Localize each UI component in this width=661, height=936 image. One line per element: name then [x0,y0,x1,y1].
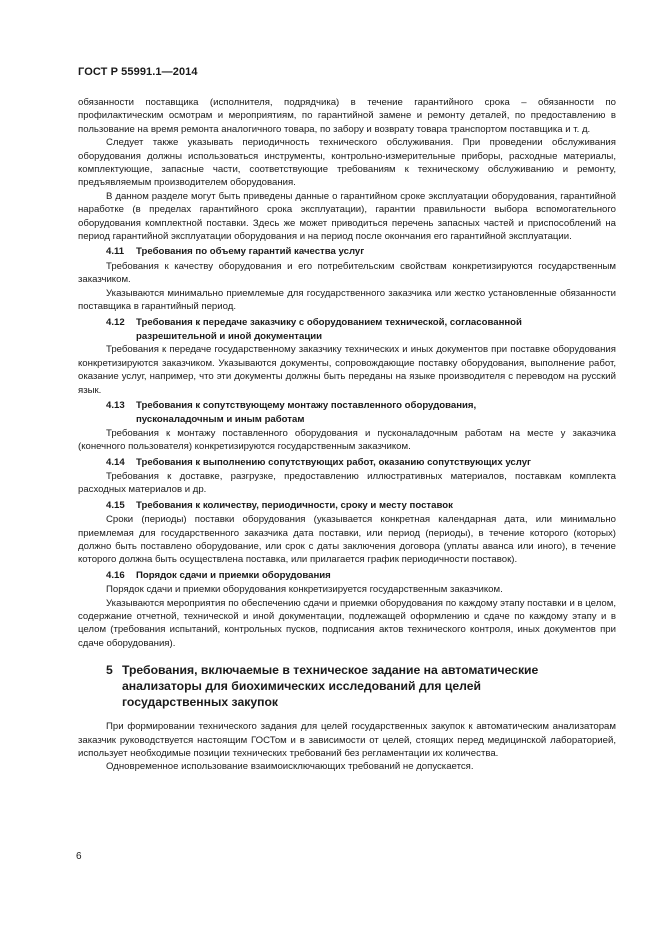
heading-text: Требования к выполнению сопутствующих работ, оказанию сопутствующих услуг [136,456,532,468]
paragraph: Требования к монтажу поставленного оборудования и пусконаладочным работам на месте у заказчика (конечного пользователя) конкретизируются государственным заказчиком. [78,427,616,453]
paragraph: Следует также указывать периодичность технического обслуживания. При проведении обслуживания оборудования должны использоваться инструменты, контрольно-измерительные приборы, расходные материалы, комплектующие, запасные части, соответствующие требованиям к техническому обслуживанию и ремонту, предъявляемым производителем оборудования. [78,137,616,189]
paragraph: Порядок сдачи и приемки оборудования конкретизируется государственным заказчиком. [106,584,503,596]
heading-text: Требования по объему гарантий качества услуг [136,246,365,258]
paragraph: В данном разделе могут быть приведены данные о гарантийном сроке эксплуатации оборудования, гарантийной наработке (в пределах гарантийного срока эксплуатации), гарантии правильности выбора вспомогательного оборудования комплектной поставки. Здесь же может приводиться перечень запасных частей и приспособлений на период гарантийной эксплуатации оборудования и на период после окончания его гарантийной эксплуатации. [78,190,616,243]
paragraph: При формировании технического задания для целей государственных закупок к автоматическим анализаторам заказчик руководствуется настоящим ГОСТом и в зависимости от целей, стоящих перед медицинской лабораторией, использует необходимые позиции технических требований без регламентации их количества. [78,721,616,760]
section-title-line: Требования, включаемые в техническое задание на автоматические [122,663,539,678]
heading-4-12 [106,316,616,329]
heading-number: 4.12 [106,316,125,328]
heading-4-13 [106,399,616,412]
heading-text: Порядок сдачи и приемки оборудования [136,569,331,581]
heading-text: Требования к сопутствующему монтажу поставленного оборудования, [136,399,477,411]
heading-text: Требования к количеству, периодичности, сроку и месту поставок [136,499,453,511]
paragraph: Сроки (периоды) поставки оборудования (указывается конкретная календарная дата, или минимально приемлемая для государственного заказчика дата поставки, или период (периоды), в течение которого (которых) должно быть поставлено оборудование, или срок с даты заключения договора (уплаты аванса или иного), в течение которого должна быть осуществлена поставка, или прилагается график периодичности поставок). [78,514,616,566]
section-5-heading [106,662,616,710]
paragraph: Требования к доставке, разгрузке, предоставлению иллюстративных материалов, поставкам комплекта расходных материалов и др. [78,470,616,496]
paragraph: Указываются минимально приемлемые для государственного заказчика или жестко установленные обязанности поставщика в гарантийный период. [78,287,616,313]
document-body [78,96,616,774]
section-title-line: анализаторы для биохимических исследований для целей [122,679,481,694]
section-title-line: государственных закупок [122,695,279,710]
heading-number: 4.15 [106,499,125,511]
paragraph: Указываются мероприятия по обеспечению сдачи и приемки оборудования по каждому этапу поставки и в целом, содержание отчетной, технической и иной документации, подлежащей оформлению и сдаче по каждому этапу и в целом (требования испытаний, контрольных пусков, подписания актов технического контроля, иных документов при сдаче оборудования). [78,597,616,649]
heading-continuation: пусконаладочным и иным работам [136,414,305,426]
heading-4-14 [106,456,616,469]
page-number: 6 [76,851,82,862]
paragraph: Требования к передаче государственному заказчику технических и иных документов при поставке оборудования конкретизируются заказчиком. Указываются документы, сопровождающие поставку оборудования, выполнение работ, оказание услуг, например, что эти документы должны быть переданы на языке производителя с переводом на русский язык. [78,344,616,396]
heading-continuation: разрешительной и иной документации [136,330,323,342]
heading-4-16 [106,569,616,582]
heading-number: 4.16 [106,569,125,581]
heading-number: 4.13 [106,399,125,411]
paragraph: Одновременное использование взаимоисключающих требований не допускается. [106,761,474,773]
heading-number: 4.14 [106,456,125,468]
heading-4-11 [106,245,616,258]
paragraph: Требования к качеству оборудования и его потребительским свойствам конкретизируются государственным заказчиком. [78,260,616,286]
heading-number: 4.11 [106,246,125,258]
section-number: 5 [106,663,113,678]
heading-text: Требования к передаче заказчику с оборудованием технической, согласованной [136,316,522,328]
heading-4-15 [106,499,616,512]
paragraph: обязанности поставщика (исполнителя, подрядчика) в течение гарантийного срока – обязанности по профилактическим осмотрам и мероприятиям, по гарантийной замене и ремонту деталей, по предоставлению в пользование на время ремонта аналогичного товара, по забору и возврату товара транспортом поставщика и т. д. [78,97,616,135]
document-header: ГОСТ Р 55991.1—2014 [78,66,198,78]
